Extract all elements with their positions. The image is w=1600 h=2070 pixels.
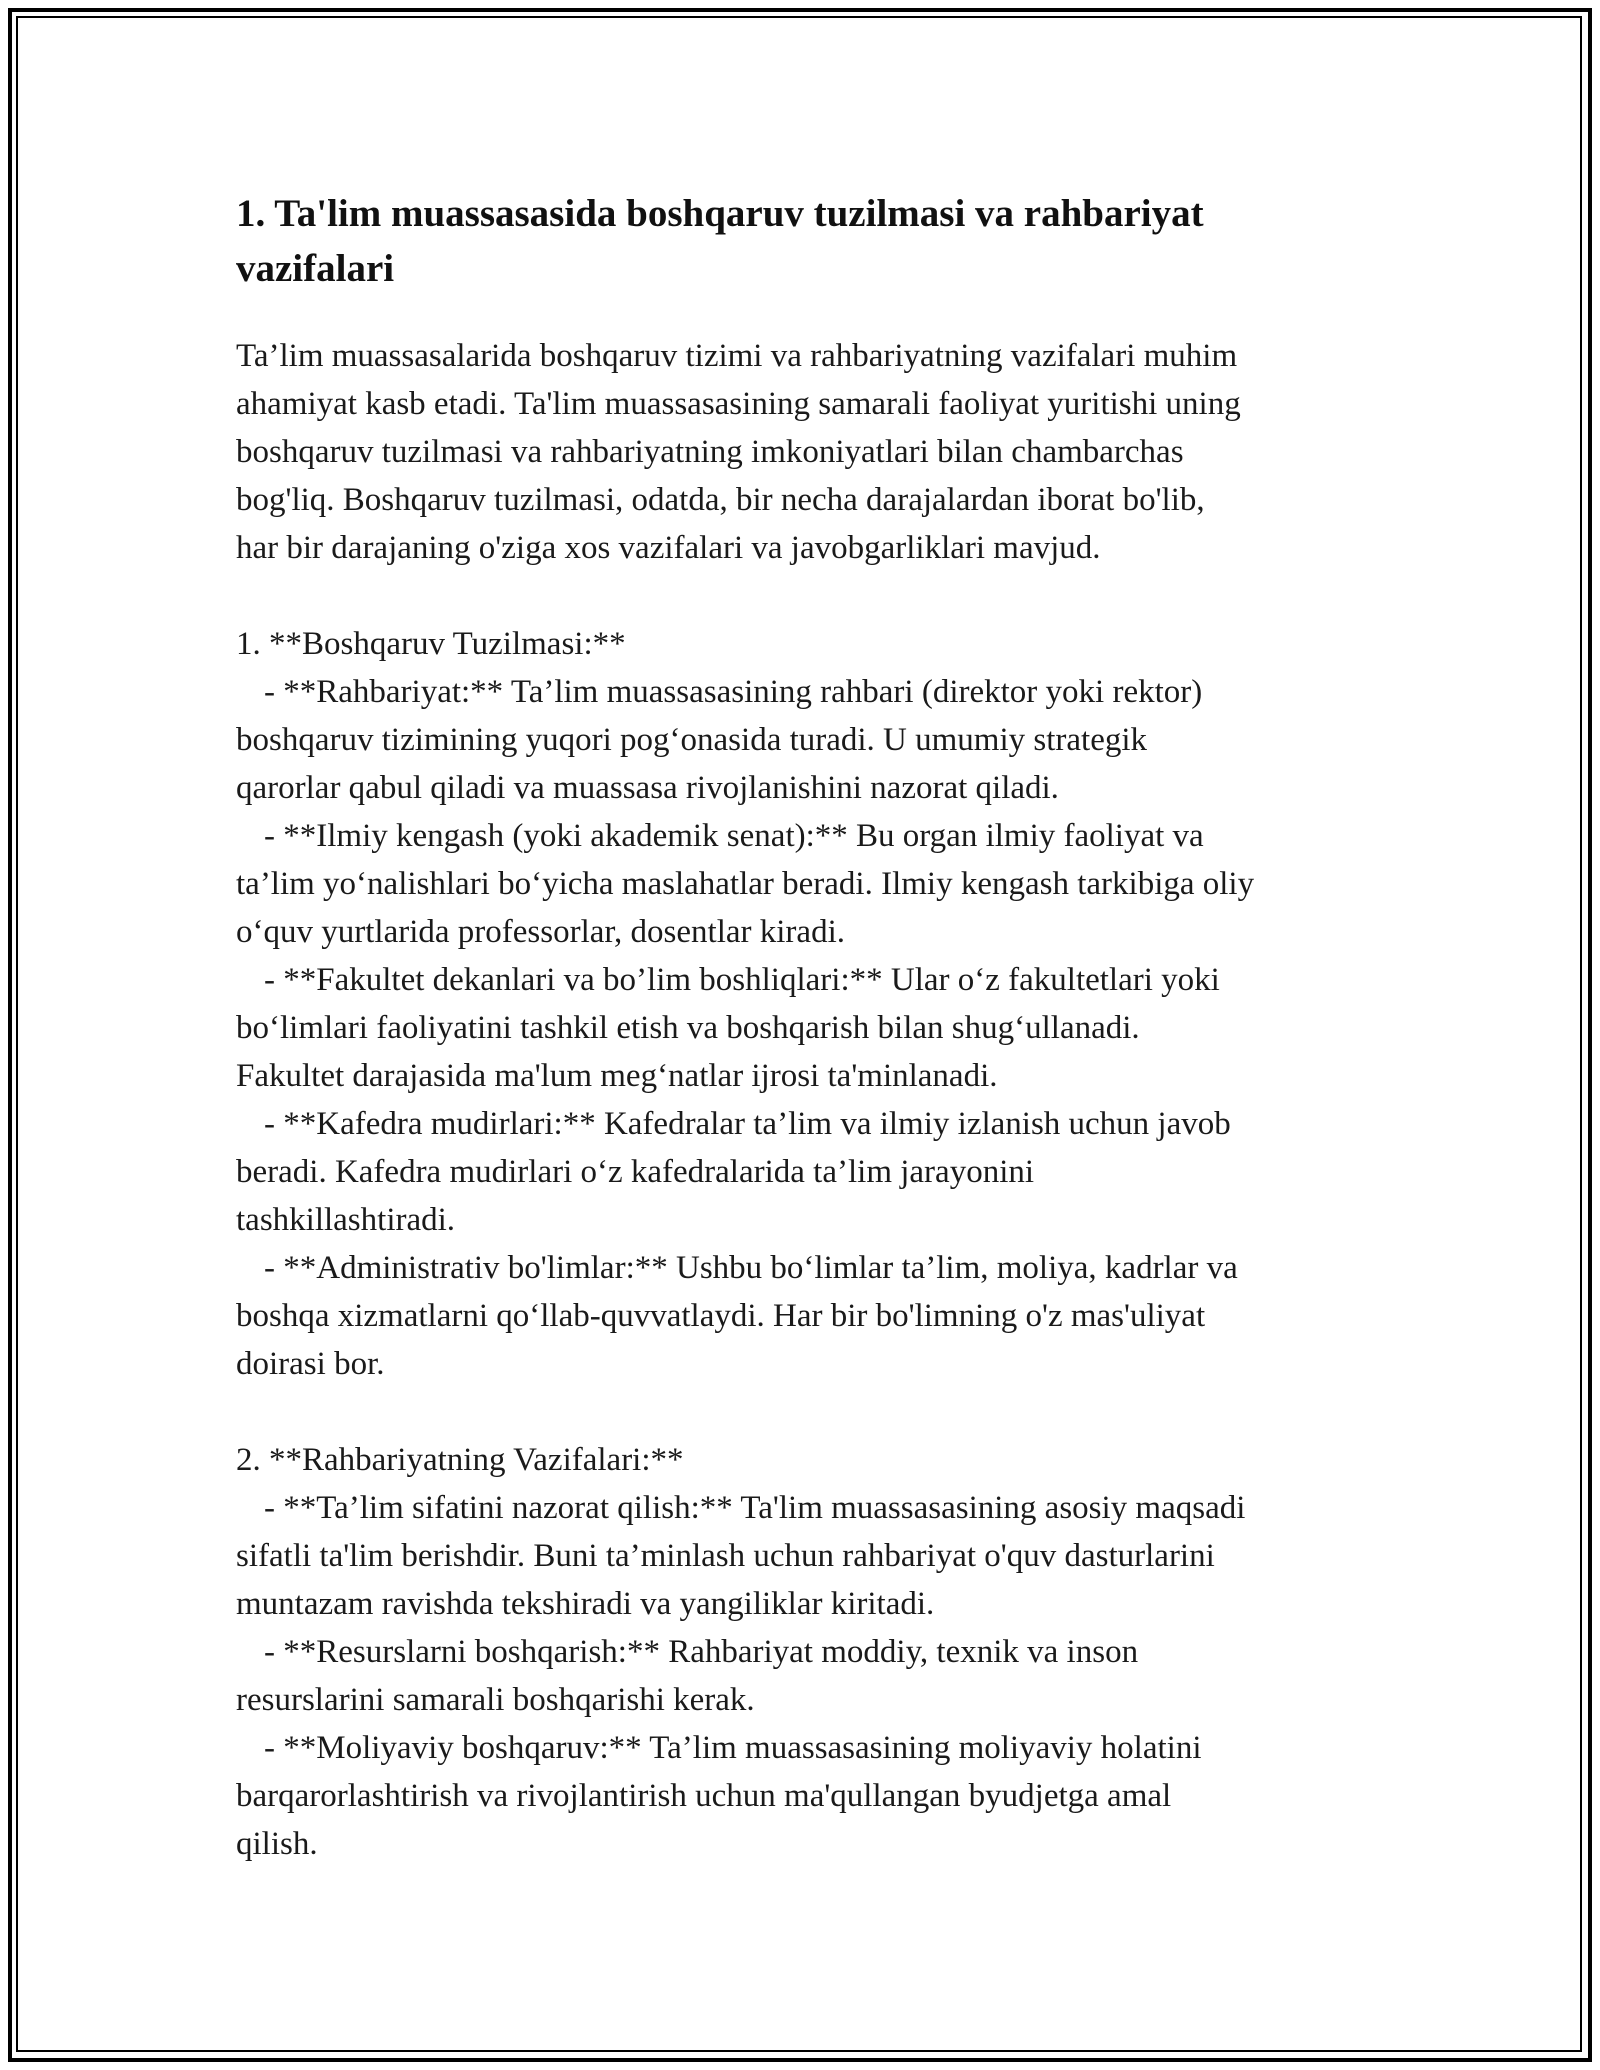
section-heading: 1. **Boshqaruv Tuzilmasi:**: [236, 626, 626, 662]
section-heading: 2. **Rahbariyatning Vazifalari:**: [236, 1442, 684, 1478]
section-rahbariyat-vazifalari: [236, 1436, 1386, 1868]
list-item: - **Kafedra mudirlari:** Kafedralar ta’lim va ilmiy izlanish uchun javob beradi. Kafedra mudirlari o‘z kafedralarida ta’lim jarayonini tashkillashtiradi.: [236, 1106, 1231, 1238]
list-item: - **Resurslarni boshqarish:** Rahbariyat moddiy, texnik va inson resurslarini samarali boshqarishi kerak.: [236, 1634, 1139, 1718]
list-item: - **Ilmiy kengash (yoki akademik senat):** Bu organ ilmiy faoliyat va ta’lim yo‘nalishlari bo‘yicha maslahatlar beradi. Ilmiy kengash tarkibiga oliy o‘quv yurtlarida professorlar, dosentlar kiradi.: [236, 818, 1255, 950]
document-body: [236, 186, 1386, 1868]
section-boshqaruv-tuzilmasi: [236, 620, 1386, 1388]
document-title: 1. Ta'lim muassasasida boshqaruv tuzilmasi va rahbariyat vazifalari: [236, 192, 1204, 290]
list-item: - **Fakultet dekanlari va bo’lim boshliqlari:** Ular o‘z fakultetlari yoki bo‘limlari faoliyatini tashkil etish va boshqarish bilan shug‘ullanadi. Fakultet darajasida ma'lum meg‘natlar ijrosi ta'minlanadi.: [236, 962, 1220, 1094]
list-item: - **Ta’lim sifatini nazorat qilish:** Ta'lim muassasasining asosiy maqsadi sifatli ta'lim berishdir. Buni ta’minlash uchun rahbariyat o'quv dasturlarini muntazam ravishda tekshiradi va yangiliklar kiritadi.: [236, 1490, 1246, 1622]
intro-paragraph: Ta’lim muassasalarida boshqaruv tizimi va rahbariyatning vazifalari muhim ahamiyat kasb etadi. Ta'lim muassasasining samarali faoliyat yuritishi uning boshqaruv tuzilmasi va rahbariyatning imkoniyatlari bilan chambarchas bog'liq. Boshqaruv tuzilmasi, odatda, bir necha darajalardan iborat bo'lib, har bir darajaning o'ziga xos vazifalari va javobgarliklari mavjud.: [236, 338, 1241, 566]
list-item: - **Rahbariyat:** Ta’lim muassasasining rahbari (direktor yoki rektor) boshqaruv tizimining yuqori pog‘onasida turadi. U umumiy strategik qarorlar qabul qiladi va muassasa rivojlanishini nazorat qiladi.: [236, 674, 1203, 806]
list-item: - **Administrativ bo'limlar:** Ushbu bo‘limlar ta’lim, moliya, kadrlar va boshqa xizmatlarni qo‘llab-quvvatlaydi. Har bir bo'limning o'z mas'uliyat doirasi bor.: [236, 1250, 1238, 1382]
list-item: - **Moliyaviy boshqaruv:** Ta’lim muassasasining moliyaviy holatini barqarorlashtirish va rivojlantirish uchun ma'qullangan byudjetga amal qilish.: [236, 1730, 1202, 1862]
